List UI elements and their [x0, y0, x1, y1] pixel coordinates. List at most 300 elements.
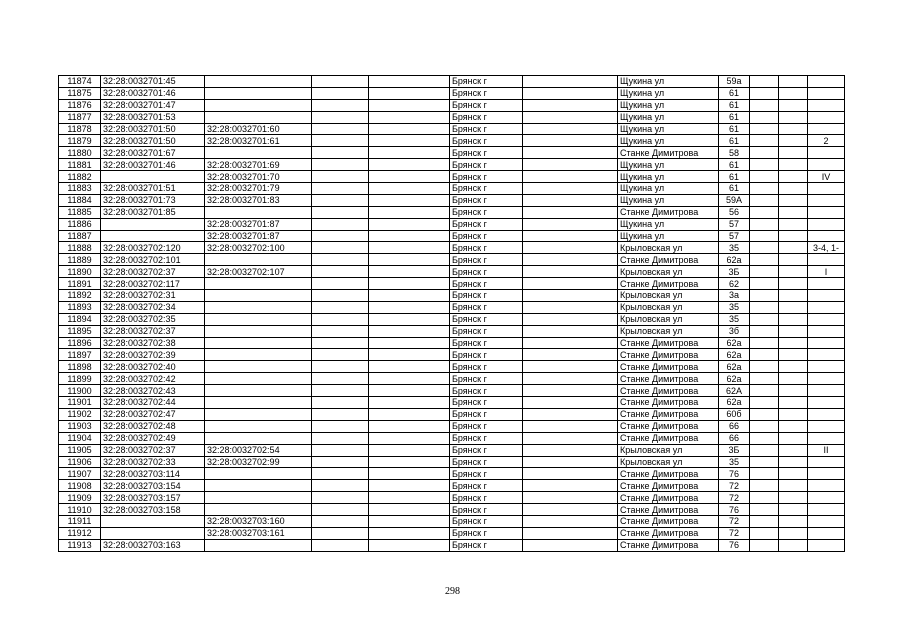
cell-col-11 — [779, 492, 808, 504]
cell-col-10 — [750, 397, 779, 409]
cell-col-5 — [369, 313, 450, 325]
cell-row-number: 11907 — [59, 468, 101, 480]
cell-cadastral-number: 32:28:0032702:37 — [101, 444, 205, 456]
table-row — [59, 527, 845, 539]
table-row — [59, 385, 845, 397]
cell-house-number: 66 — [719, 432, 750, 444]
cell-street: Щукина ул — [618, 171, 719, 183]
cell-col-7 — [523, 230, 618, 242]
cell-col-10 — [750, 361, 779, 373]
cell-col-5 — [369, 76, 450, 88]
cell-col-4 — [312, 492, 369, 504]
cell-col-10 — [750, 492, 779, 504]
cell-col-4 — [312, 123, 369, 135]
cell-col-4 — [312, 527, 369, 539]
cell-col-7 — [523, 266, 618, 278]
cell-col-7 — [523, 349, 618, 361]
cell-col-11 — [779, 444, 808, 456]
cell-linked-cadastral-number — [205, 325, 312, 337]
cell-col-10 — [750, 254, 779, 266]
cell-col-10 — [750, 539, 779, 551]
cell-cadastral-number: 32:28:0032701:50 — [101, 135, 205, 147]
cell-street: Крыловская ул — [618, 242, 719, 254]
cell-house-number: 62а — [719, 397, 750, 409]
cell-row-number: 11912 — [59, 527, 101, 539]
cell-house-number: 59А — [719, 194, 750, 206]
cell-linked-cadastral-number: 32:28:0032703:160 — [205, 515, 312, 527]
cell-premises — [808, 337, 845, 349]
cell-col-10 — [750, 444, 779, 456]
cell-col-5 — [369, 147, 450, 159]
cell-linked-cadastral-number: 32:28:0032701:69 — [205, 159, 312, 171]
table-row — [59, 539, 845, 551]
cell-col-11 — [779, 123, 808, 135]
cell-col-7 — [523, 87, 618, 99]
cell-col-7 — [523, 183, 618, 195]
cell-premises — [808, 76, 845, 88]
cell-col-4 — [312, 432, 369, 444]
cell-street: Станке Димитрова — [618, 527, 719, 539]
cell-cadastral-number: 32:28:0032701:73 — [101, 194, 205, 206]
cell-premises — [808, 480, 845, 492]
table-row — [59, 254, 845, 266]
table-row — [59, 480, 845, 492]
cell-col-5 — [369, 325, 450, 337]
cell-premises — [808, 254, 845, 266]
cell-row-number: 11894 — [59, 313, 101, 325]
table-row — [59, 337, 845, 349]
cell-premises — [808, 147, 845, 159]
cell-col-4 — [312, 539, 369, 551]
cell-col-4 — [312, 206, 369, 218]
cell-col-5 — [369, 194, 450, 206]
cell-street: Щукина ул — [618, 194, 719, 206]
table-row — [59, 349, 845, 361]
cell-col-11 — [779, 194, 808, 206]
cell-street: Щукина ул — [618, 135, 719, 147]
cell-col-11 — [779, 432, 808, 444]
cell-cadastral-number — [101, 515, 205, 527]
cell-row-number: 11888 — [59, 242, 101, 254]
cell-cadastral-number: 32:28:0032701:50 — [101, 123, 205, 135]
cell-locality: Брянск г — [450, 76, 523, 88]
cell-col-11 — [779, 206, 808, 218]
cell-col-10 — [750, 171, 779, 183]
cell-col-7 — [523, 480, 618, 492]
cell-street: Станке Димитрова — [618, 278, 719, 290]
cell-street: Станке Димитрова — [618, 337, 719, 349]
cell-locality: Брянск г — [450, 266, 523, 278]
cell-locality: Брянск г — [450, 420, 523, 432]
cell-street: Станке Димитрова — [618, 373, 719, 385]
cell-linked-cadastral-number — [205, 254, 312, 266]
cell-locality: Брянск г — [450, 230, 523, 242]
cell-col-10 — [750, 349, 779, 361]
cell-house-number: 59а — [719, 76, 750, 88]
cell-col-5 — [369, 527, 450, 539]
cell-premises — [808, 385, 845, 397]
table-row — [59, 313, 845, 325]
cell-col-11 — [779, 147, 808, 159]
cell-street: Станке Димитрова — [618, 408, 719, 420]
cell-col-4 — [312, 468, 369, 480]
cell-locality: Брянск г — [450, 373, 523, 385]
cell-house-number: 3Б — [719, 266, 750, 278]
cell-col-5 — [369, 206, 450, 218]
cell-street: Крыловская ул — [618, 301, 719, 313]
cell-col-5 — [369, 385, 450, 397]
cell-row-number: 11897 — [59, 349, 101, 361]
cell-premises — [808, 218, 845, 230]
cell-linked-cadastral-number — [205, 432, 312, 444]
cell-street: Станке Димитрова — [618, 515, 719, 527]
cell-col-10 — [750, 373, 779, 385]
cell-street: Станке Димитрова — [618, 468, 719, 480]
cell-house-number: 61 — [719, 159, 750, 171]
cell-col-4 — [312, 385, 369, 397]
cell-col-10 — [750, 468, 779, 480]
cell-col-4 — [312, 194, 369, 206]
cell-locality: Брянск г — [450, 515, 523, 527]
table-row — [59, 99, 845, 111]
table-row — [59, 159, 845, 171]
cell-premises: 2 — [808, 135, 845, 147]
cell-cadastral-number: 32:28:0032701:53 — [101, 111, 205, 123]
cell-house-number: 62А — [719, 385, 750, 397]
cell-locality: Брянск г — [450, 349, 523, 361]
cell-row-number: 11884 — [59, 194, 101, 206]
cell-col-11 — [779, 171, 808, 183]
cell-col-11 — [779, 230, 808, 242]
cell-row-number: 11889 — [59, 254, 101, 266]
cell-col-4 — [312, 76, 369, 88]
cell-premises — [808, 420, 845, 432]
table-row — [59, 290, 845, 302]
cell-cadastral-number: 32:28:0032703:114 — [101, 468, 205, 480]
cell-col-4 — [312, 420, 369, 432]
cell-premises — [808, 504, 845, 516]
cell-linked-cadastral-number: 32:28:0032702:99 — [205, 456, 312, 468]
cell-col-4 — [312, 515, 369, 527]
cell-house-number: 76 — [719, 504, 750, 516]
cell-row-number: 11904 — [59, 432, 101, 444]
cell-row-number: 11909 — [59, 492, 101, 504]
cell-linked-cadastral-number — [205, 480, 312, 492]
cell-col-10 — [750, 337, 779, 349]
cell-col-10 — [750, 504, 779, 516]
cell-col-11 — [779, 515, 808, 527]
cell-row-number: 11880 — [59, 147, 101, 159]
cell-locality: Брянск г — [450, 278, 523, 290]
cell-row-number: 11892 — [59, 290, 101, 302]
cell-linked-cadastral-number: 32:28:0032701:83 — [205, 194, 312, 206]
cell-col-7 — [523, 408, 618, 420]
cell-linked-cadastral-number — [205, 111, 312, 123]
cell-col-4 — [312, 504, 369, 516]
cell-col-11 — [779, 349, 808, 361]
cell-col-4 — [312, 87, 369, 99]
cell-col-4 — [312, 183, 369, 195]
cell-col-4 — [312, 456, 369, 468]
page-number: 298 — [445, 586, 460, 597]
cell-house-number: 56 — [719, 206, 750, 218]
cell-col-7 — [523, 361, 618, 373]
cell-linked-cadastral-number — [205, 373, 312, 385]
cell-house-number: 66 — [719, 420, 750, 432]
cell-col-11 — [779, 87, 808, 99]
cell-locality: Брянск г — [450, 135, 523, 147]
cell-col-5 — [369, 266, 450, 278]
cell-house-number: 72 — [719, 527, 750, 539]
table-row — [59, 147, 845, 159]
cell-premises — [808, 313, 845, 325]
cell-col-4 — [312, 99, 369, 111]
cell-linked-cadastral-number: 32:28:0032701:87 — [205, 230, 312, 242]
cell-col-5 — [369, 432, 450, 444]
cell-col-5 — [369, 468, 450, 480]
cell-cadastral-number: 32:28:0032703:154 — [101, 480, 205, 492]
cell-col-11 — [779, 242, 808, 254]
cell-cadastral-number: 32:28:0032703:158 — [101, 504, 205, 516]
cell-locality: Брянск г — [450, 123, 523, 135]
cell-col-4 — [312, 171, 369, 183]
cell-linked-cadastral-number — [205, 408, 312, 420]
cell-street: Станке Димитрова — [618, 254, 719, 266]
cell-row-number: 11874 — [59, 76, 101, 88]
cell-linked-cadastral-number — [205, 290, 312, 302]
cell-cadastral-number: 32:28:0032702:34 — [101, 301, 205, 313]
cell-col-4 — [312, 408, 369, 420]
cell-col-10 — [750, 408, 779, 420]
cell-col-7 — [523, 527, 618, 539]
cell-row-number: 11876 — [59, 99, 101, 111]
cell-locality: Брянск г — [450, 183, 523, 195]
cell-col-10 — [750, 432, 779, 444]
cell-row-number: 11878 — [59, 123, 101, 135]
cell-col-11 — [779, 76, 808, 88]
cell-cadastral-number: 32:28:0032701:67 — [101, 147, 205, 159]
cell-cadastral-number: 32:28:0032701:85 — [101, 206, 205, 218]
cell-col-5 — [369, 242, 450, 254]
cell-col-11 — [779, 527, 808, 539]
cell-premises — [808, 159, 845, 171]
cell-col-5 — [369, 397, 450, 409]
cell-locality: Брянск г — [450, 337, 523, 349]
cell-col-4 — [312, 444, 369, 456]
cell-col-4 — [312, 242, 369, 254]
cell-col-4 — [312, 373, 369, 385]
cell-col-11 — [779, 504, 808, 516]
cell-col-7 — [523, 337, 618, 349]
cell-col-5 — [369, 456, 450, 468]
cell-col-11 — [779, 278, 808, 290]
cell-col-7 — [523, 444, 618, 456]
cell-col-4 — [312, 337, 369, 349]
cell-house-number: 72 — [719, 515, 750, 527]
cell-linked-cadastral-number — [205, 147, 312, 159]
cell-house-number: 62 — [719, 278, 750, 290]
cell-col-7 — [523, 313, 618, 325]
table-row — [59, 76, 845, 88]
cell-col-5 — [369, 504, 450, 516]
cell-col-4 — [312, 111, 369, 123]
cell-street: Станке Димитрова — [618, 432, 719, 444]
cell-col-10 — [750, 456, 779, 468]
table-row — [59, 504, 845, 516]
cell-cadastral-number: 32:28:0032702:49 — [101, 432, 205, 444]
cell-locality: Брянск г — [450, 504, 523, 516]
cell-cadastral-number: 32:28:0032703:163 — [101, 539, 205, 551]
cell-premises — [808, 278, 845, 290]
cell-col-11 — [779, 337, 808, 349]
cell-col-11 — [779, 468, 808, 480]
cell-col-10 — [750, 266, 779, 278]
cell-col-11 — [779, 111, 808, 123]
cell-linked-cadastral-number: 32:28:0032702:54 — [205, 444, 312, 456]
cell-col-7 — [523, 123, 618, 135]
cell-col-5 — [369, 515, 450, 527]
cell-col-11 — [779, 135, 808, 147]
cell-linked-cadastral-number — [205, 206, 312, 218]
cell-house-number: 72 — [719, 480, 750, 492]
cell-cadastral-number: 32:28:0032702:31 — [101, 290, 205, 302]
cell-house-number: 35 — [719, 301, 750, 313]
cell-col-5 — [369, 254, 450, 266]
cell-street: Станке Димитрова — [618, 539, 719, 551]
cell-col-7 — [523, 325, 618, 337]
cell-col-10 — [750, 480, 779, 492]
cell-cadastral-number: 32:28:0032701:51 — [101, 183, 205, 195]
cell-premises — [808, 87, 845, 99]
cell-street: Станке Димитрова — [618, 147, 719, 159]
cell-col-7 — [523, 492, 618, 504]
cell-locality: Брянск г — [450, 397, 523, 409]
cell-col-7 — [523, 254, 618, 266]
cell-linked-cadastral-number — [205, 99, 312, 111]
cell-col-11 — [779, 361, 808, 373]
cell-col-11 — [779, 183, 808, 195]
cell-locality: Брянск г — [450, 456, 523, 468]
table-row — [59, 206, 845, 218]
cell-cadastral-number: 32:28:0032703:157 — [101, 492, 205, 504]
cell-col-7 — [523, 111, 618, 123]
cell-col-11 — [779, 456, 808, 468]
cell-locality: Брянск г — [450, 313, 523, 325]
cell-house-number: 61 — [719, 123, 750, 135]
cell-col-10 — [750, 420, 779, 432]
table-row — [59, 123, 845, 135]
cell-col-4 — [312, 325, 369, 337]
cell-street: Станке Димитрова — [618, 385, 719, 397]
cell-locality: Брянск г — [450, 218, 523, 230]
cell-row-number: 11901 — [59, 397, 101, 409]
cell-locality: Брянск г — [450, 527, 523, 539]
cell-row-number: 11906 — [59, 456, 101, 468]
cell-col-4 — [312, 254, 369, 266]
cell-linked-cadastral-number — [205, 337, 312, 349]
cell-col-10 — [750, 230, 779, 242]
cell-col-11 — [779, 420, 808, 432]
cell-linked-cadastral-number — [205, 76, 312, 88]
cell-row-number: 11877 — [59, 111, 101, 123]
cell-linked-cadastral-number — [205, 278, 312, 290]
cell-col-5 — [369, 171, 450, 183]
cell-house-number: 72 — [719, 492, 750, 504]
table-row — [59, 135, 845, 147]
cell-col-10 — [750, 99, 779, 111]
cell-row-number: 11883 — [59, 183, 101, 195]
table-row — [59, 301, 845, 313]
cell-house-number: 35 — [719, 456, 750, 468]
cell-col-7 — [523, 278, 618, 290]
cell-linked-cadastral-number: 32:28:0032702:107 — [205, 266, 312, 278]
cell-col-4 — [312, 480, 369, 492]
table-row — [59, 111, 845, 123]
cell-col-10 — [750, 290, 779, 302]
cell-linked-cadastral-number — [205, 87, 312, 99]
cell-col-5 — [369, 111, 450, 123]
cell-cadastral-number: 32:28:0032702:39 — [101, 349, 205, 361]
cell-locality: Брянск г — [450, 159, 523, 171]
cell-locality: Брянск г — [450, 147, 523, 159]
cell-col-4 — [312, 361, 369, 373]
cell-col-7 — [523, 218, 618, 230]
cell-col-7 — [523, 373, 618, 385]
cell-linked-cadastral-number — [205, 420, 312, 432]
cell-street: Щукина ул — [618, 159, 719, 171]
cell-street: Крыловская ул — [618, 290, 719, 302]
cell-street: Щукина ул — [618, 123, 719, 135]
cell-cadastral-number: 32:28:0032702:37 — [101, 325, 205, 337]
cell-premises — [808, 111, 845, 123]
cell-col-4 — [312, 349, 369, 361]
cell-cadastral-number: 32:28:0032702:47 — [101, 408, 205, 420]
cell-premises: I — [808, 266, 845, 278]
cell-cadastral-number: 32:28:0032701:46 — [101, 159, 205, 171]
cell-house-number: 35 — [719, 242, 750, 254]
cell-linked-cadastral-number — [205, 539, 312, 551]
cell-linked-cadastral-number — [205, 313, 312, 325]
cell-locality: Брянск г — [450, 444, 523, 456]
cell-col-7 — [523, 301, 618, 313]
cell-col-5 — [369, 159, 450, 171]
cadastral-table — [58, 75, 845, 552]
cell-premises — [808, 432, 845, 444]
cell-col-7 — [523, 135, 618, 147]
cell-street: Крыловская ул — [618, 325, 719, 337]
cell-col-4 — [312, 218, 369, 230]
cell-col-7 — [523, 385, 618, 397]
cell-premises — [808, 361, 845, 373]
cell-col-7 — [523, 147, 618, 159]
cell-row-number: 11891 — [59, 278, 101, 290]
cell-row-number: 11875 — [59, 87, 101, 99]
cell-col-5 — [369, 349, 450, 361]
cell-street: Крыловская ул — [618, 456, 719, 468]
cell-cadastral-number — [101, 218, 205, 230]
cell-col-11 — [779, 159, 808, 171]
cell-locality: Брянск г — [450, 385, 523, 397]
cell-col-4 — [312, 266, 369, 278]
table-row — [59, 432, 845, 444]
cell-row-number: 11896 — [59, 337, 101, 349]
cell-premises: II — [808, 444, 845, 456]
table-row — [59, 183, 845, 195]
cell-col-5 — [369, 337, 450, 349]
cell-linked-cadastral-number — [205, 397, 312, 409]
cell-locality: Брянск г — [450, 87, 523, 99]
cell-col-11 — [779, 313, 808, 325]
